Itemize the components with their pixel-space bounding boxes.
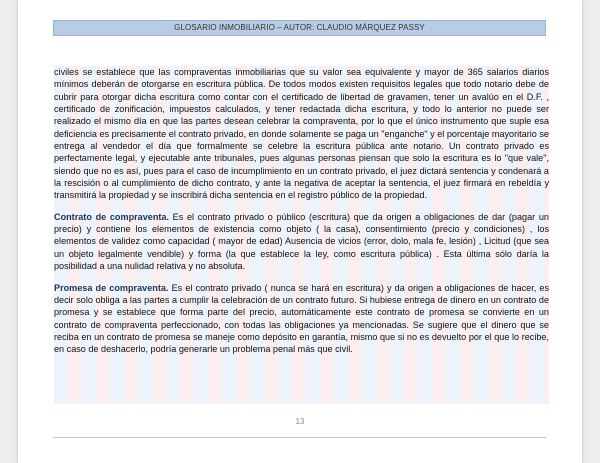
glossary-definition: Es el contrato privado ( nunca se hará en escritura) y da origen a obligaciones de hacer, es decir solo obliga a las partes a cumplir la celebración de un contrato futuro. Si hubiese entrega de dinero en un contrato de promesa y se establece que forma parte del precio, automáticamente este contrato de promesa se convierte en un contrato de compraventa perfeccionado, con todas las obligaciones ya mencionadas. Se sugiere que el dinero que se reciba en un contrato de promesa se maneje como depósito en garantía, mismo que si no es devuelto por el que lo recibe, en caso de deshacerlo, podría generarle un problema penal más que civil.	[54, 282, 550, 355]
footer-divider	[53, 437, 546, 438]
page-body	[54, 66, 549, 404]
glossary-term: Contrato de compraventa.	[54, 211, 169, 222]
glossary-entry-contrato-de-compraventa	[54, 211, 549, 273]
header-title: GLOSARIO INMOBILIARIO – AUTOR: CLAUDIO MÁRQUEZ PASSY	[174, 23, 425, 32]
page-number: 13	[295, 417, 305, 426]
document-page	[18, 0, 582, 463]
page-header	[53, 20, 546, 36]
glossary-term: Promesa de compraventa.	[54, 282, 169, 293]
intro-paragraph: civiles se establece que las compraventas inmobiliarias que su valor sea equivalente y mayor de 365 salarios diarios mínimos deberán de otorgarse en escritura pública. De todos modos existen requisitos legales que todo notario debe de cubrir para otorgar dicha escritura como contar con el certificado de libertad de gravamen, tener un avalúo en el D.F. , certificado de zonificación, impuestos calculados, y tener redactada dicha escritura, y todo lo anterior no puede ser realizado el mismo día en que las partes desean celebrar la compraventa, por lo que el único instrumento que suple esa deficiencia es precisamente el contrato privado, en donde solamente se paga un "enganche" y el porcentaje mayoritario se entrega al vendedor el día que formalmente se celebre la escritura pública ante notario. Un contrato privado es perfectamente legal, y ejecutable ante tribunales, pues algunas personas piensan que solo la escritura es lo "que vale", siendo que no es así, pues para el caso de incumplimiento en un contrato privado, el juez dictará sentencia y condenará a la rescisión o al cumplimiento de dicho contrato, y ante la negativa de aceptar la sentencia, el juez firmará en rebeldía y transmitirá la propiedad y se inscribirá dicha sentencia en el registro público de la propiedad.	[54, 67, 549, 201]
glossary-entry-promesa-de-compraventa	[54, 282, 549, 356]
glossary-definition: Es el contrato privado o público (escritura) que da origen a obligaciones de dar (pagar un precio) y contiene los elementos de existencia como objeto ( la casa), consentimiento (precio y condiciones) , los elementos de validez como capacidad ( mayor de edad) Ausencia de vicios (error, dolo, mala fe, lesión) , Licitud (que sea un objeto legalmente vendible) y forma (la que establece la ley, como escritura pública) . Esta última sólo daría la posibilidad a una nulidad relativa y no absoluta.	[54, 211, 549, 272]
